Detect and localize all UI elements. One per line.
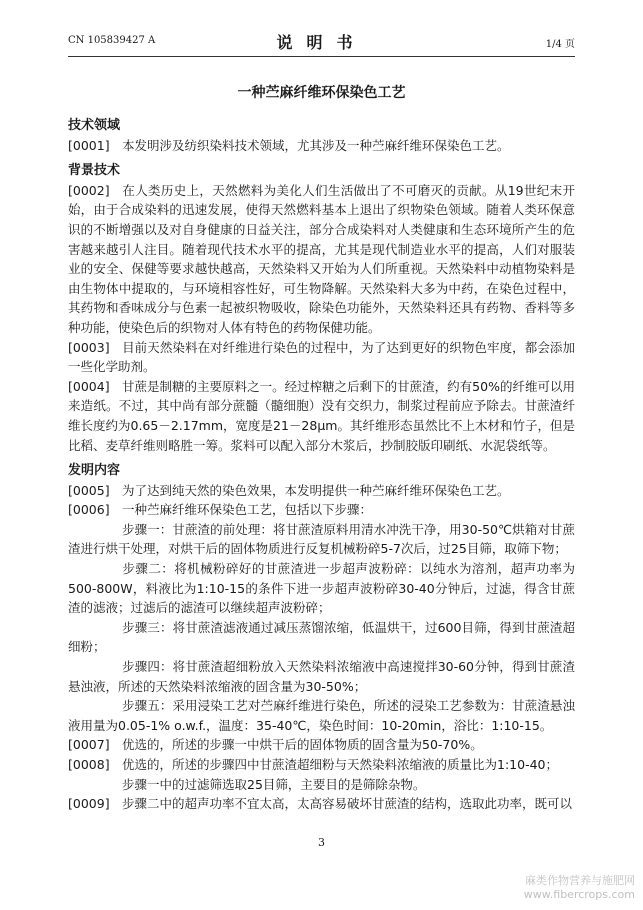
paragraph-text: 步骤一中的过滤筛选取25目筛，主要目的是筛除杂物。: [122, 776, 426, 792]
paragraph-number: [0007]: [68, 737, 110, 753]
paragraph-text: 本发明涉及纺织染料技术领域，尤其涉及一种苎麻纤维环保染色工艺。: [122, 137, 510, 153]
paragraph: [68, 338, 575, 377]
watermark-url: www.fibercrops.com: [523, 888, 635, 901]
paragraph-number: [0005]: [68, 482, 110, 498]
header-title: 说明书: [276, 33, 367, 52]
header-page: 1/4 页: [545, 39, 575, 50]
paragraph: [68, 181, 575, 338]
paragraph-text: 目前天然染料在对纤维进行染色的过程中，为了达到更好的织物色牢度，都会添加一些化学助剂。: [68, 339, 575, 375]
paragraph: [68, 618, 575, 657]
paragraph: [68, 500, 575, 520]
paragraph: [68, 755, 575, 775]
paragraph: [68, 775, 575, 795]
paragraph-text: 一种苎麻纤维环保染色工艺，包括以下步骤：: [122, 502, 373, 518]
paragraph-text: 在人类历史上，天然燃料为美化人们生活做出了不可磨灭的贡献。从19世纪末开始，由于合成染料的迅速发展，使得天然燃料基本上退出了织物染色领域。随着人类环保意识的不断增强以及对自身健康的日益关注，部分合成染料对人类健康和生态环境所产生的危害越来越引人注目。随着现代技术水平的提高，尤其是现代制造业水平的提高，人们对服装业的安全、保健等要求越快越高，天然染料又开始为人们所重视。天然染料中动植物染料是由生物体中提取的，与环境相容性好，可生物降解。天然染料大多为中药，在染色过程中，其药物和香味成分与色素一起被织物吸收，除染色功能外，天然染料还具有药物、香料等多种功能，使染色后的织物对人体有特色的药物保健功能。: [68, 182, 575, 335]
section-heading: 背景技术: [68, 163, 121, 179]
paragraph-number: [0008]: [68, 757, 110, 772]
paragraph: [68, 794, 575, 814]
paragraph-text: 步骤二：将机械粉碎好的甘蔗渣进一步超声波粉碎：以纯水为溶剂，超声功率为500-800W，料液比为1:10-15的条件下进一步超声波粉碎30-40分钟后，过滤，得含甘蔗渣的滤液；过滤后的滤渣可以继续超声波粉碎；: [68, 561, 575, 616]
paragraph: [68, 559, 575, 618]
paragraph-number: [0003]: [68, 339, 110, 355]
section-heading: 发明内容: [68, 463, 121, 479]
paragraph-number: [0004]: [68, 378, 110, 394]
document-title: 一种苎麻纤维环保染色工艺: [237, 85, 406, 101]
paragraph: [68, 735, 575, 755]
paragraph-number: [0002]: [68, 182, 110, 198]
watermark: [524, 874, 635, 902]
page-header: [68, 30, 575, 52]
paragraph-number: [0006]: [68, 502, 110, 518]
document-body: [68, 110, 575, 814]
paragraph: [68, 520, 575, 559]
paragraph: [68, 136, 575, 156]
paragraph-text: 步骤一：甘蔗渣的前处理：将甘蔗渣原料用清水冲洗干净，用30-50℃烘箱对甘蔗渣进行烘干处理，对烘干后的固体物质进行反复机械粉碎5-7次后，过25目筛，取筛下物；: [68, 521, 575, 557]
paragraph-text: 步骤二中的超声功率不宜太高，太高容易破坏甘蔗渣的结构，选取此功率，既可以: [122, 796, 573, 812]
paragraph-text: 甘蔗是制糖的主要原料之一。经过榨糖之后剩下的甘蔗渣，约有50%的纤维可以用来造纸。不过，其中尚有部分蔗髓（髓细胞）没有交织力，制浆过程前应予除去。甘蔗渣纤维长度约为0.65－2.17mm，宽度是21－28μm。其纤维形态虽然比不上木材和竹子，但是比稻、麦草纤维则略胜一筹。浆料可以配入部分木浆后，抄制胶版印刷纸、水泥袋纸等。: [68, 378, 575, 453]
paragraph: [68, 377, 575, 455]
paragraph-text: 步骤四：将甘蔗渣超细粉放入天然染料浓缩液中高速搅拌30-60分钟，得到甘蔗渣悬浊液，所述的天然染料浓缩液的固含量为30-50%；: [68, 659, 575, 694]
paragraph-text: 步骤五：采用浸染工艺对苎麻纤维进行染色，所述的浸染工艺参数为：甘蔗渣悬浊液用量为0.05-1% o.w.f.，温度：35-40℃，染色时间：10-20min，浴比：1:10-15。: [68, 698, 575, 733]
doc-number: CN 105839427 A: [68, 35, 156, 46]
page-number: 3: [318, 836, 325, 849]
paragraph-text: 优选的，所述的步骤一中烘干后的固体物质的固含量为50-70%。: [122, 737, 483, 753]
section-heading: 技术领域: [68, 118, 121, 133]
paragraph: [68, 481, 575, 501]
paragraph-text: 为了达到纯天然的染色效果，本发明提供一种苎麻纤维环保染色工艺。: [122, 482, 510, 498]
paragraph-number: [0001]: [68, 137, 110, 153]
header-divider: [68, 56, 575, 57]
paragraph-number: [0009]: [68, 796, 110, 812]
paragraph-text: 步骤三：将甘蔗渣滤液通过减压蒸馏浓缩，低温烘干，过600目筛，得到甘蔗渣超细粉；: [68, 619, 575, 655]
paragraph: [68, 696, 575, 735]
watermark-text: 麻类作物营养与施肥网: [525, 874, 635, 887]
paragraph-text: 优选的，所述的步骤四中甘蔗渣超细粉与天然染料浓缩液的质量比为1:10-40；: [122, 757, 558, 772]
paragraph: [68, 657, 575, 696]
